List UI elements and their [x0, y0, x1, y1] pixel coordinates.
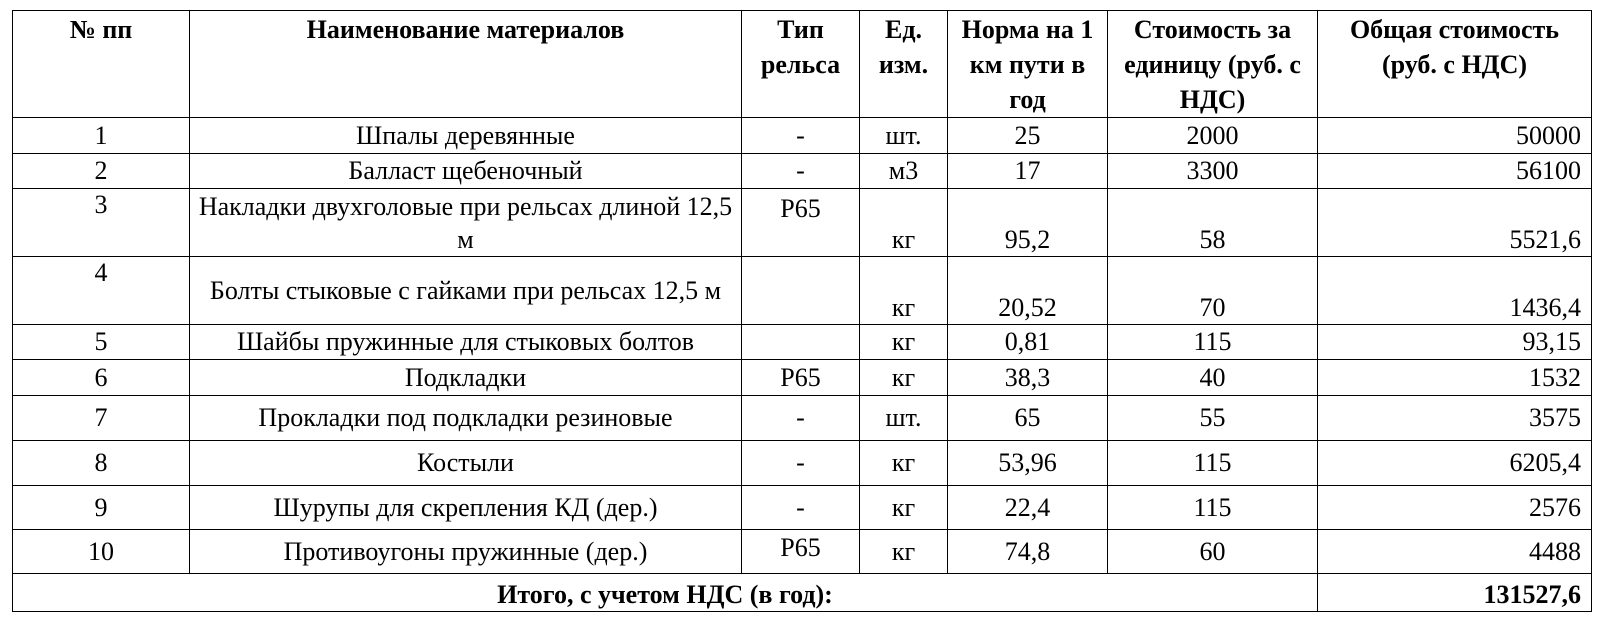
row-unit-cost: 58	[1108, 189, 1318, 257]
row-total: 50000	[1318, 118, 1592, 154]
row-norm: 74,8	[948, 530, 1108, 574]
row-name: Прокладки под подкладки резиновые	[190, 396, 742, 441]
row-total: 2576	[1318, 486, 1592, 530]
row-name: Накладки двухголовые при рельсах длиной 12,5 м	[190, 189, 742, 257]
row-unit-cost: 60	[1108, 530, 1318, 574]
table-header-row	[13, 11, 1592, 118]
row-name: Костыли	[190, 441, 742, 486]
table-row	[13, 325, 1592, 360]
table-row	[13, 396, 1592, 441]
row-rail-type	[742, 325, 860, 360]
row-rail-type: -	[742, 154, 860, 189]
row-total: 4488	[1318, 530, 1592, 574]
row-name: Подкладки	[190, 360, 742, 396]
row-unit: кг	[860, 325, 948, 360]
row-name: Шпалы деревянные	[190, 118, 742, 154]
row-unit: м3	[860, 154, 948, 189]
row-unit: кг	[860, 441, 948, 486]
table-row	[13, 189, 1592, 257]
materials-cost-table	[12, 10, 1592, 612]
row-rail-type: Р65	[742, 189, 860, 257]
row-total: 1436,4	[1318, 257, 1592, 325]
row-norm: 17	[948, 154, 1108, 189]
header-norm: Норма на 1 км пути в год	[948, 11, 1108, 118]
row-num: 6	[13, 360, 190, 396]
row-rail-type: -	[742, 396, 860, 441]
row-unit: кг	[860, 257, 948, 325]
total-label: Итого, с учетом НДС (в год):	[13, 574, 1318, 612]
row-name: Шайбы пружинные для стыковых болтов	[190, 325, 742, 360]
row-num: 7	[13, 396, 190, 441]
row-total: 56100	[1318, 154, 1592, 189]
row-num: 9	[13, 486, 190, 530]
row-total: 93,15	[1318, 325, 1592, 360]
table-row	[13, 360, 1592, 396]
table-row	[13, 257, 1592, 325]
row-norm: 0,81	[948, 325, 1108, 360]
total-row	[13, 574, 1592, 612]
row-total: 3575	[1318, 396, 1592, 441]
row-rail-type: -	[742, 441, 860, 486]
row-norm: 53,96	[948, 441, 1108, 486]
row-rail-type	[742, 257, 860, 325]
row-norm: 38,3	[948, 360, 1108, 396]
row-unit-cost: 55	[1108, 396, 1318, 441]
row-num: 1	[13, 118, 190, 154]
header-unit: Ед. изм.	[860, 11, 948, 118]
row-unit-cost: 70	[1108, 257, 1318, 325]
row-unit-cost: 3300	[1108, 154, 1318, 189]
row-name: Болты стыковые с гайками при рельсах 12,5 м	[190, 257, 742, 325]
header-name: Наименование материалов	[190, 11, 742, 118]
row-unit-cost: 40	[1108, 360, 1318, 396]
row-name: Противоугоны пружинные (дер.)	[190, 530, 742, 574]
row-unit: шт.	[860, 396, 948, 441]
row-norm: 65	[948, 396, 1108, 441]
row-num: 2	[13, 154, 190, 189]
row-total: 6205,4	[1318, 441, 1592, 486]
row-num: 4	[13, 257, 190, 325]
row-unit: кг	[860, 530, 948, 574]
row-num: 5	[13, 325, 190, 360]
row-name: Балласт щебеночный	[190, 154, 742, 189]
row-unit-cost: 2000	[1108, 118, 1318, 154]
row-unit-cost: 115	[1108, 486, 1318, 530]
header-num: № пп	[13, 11, 190, 118]
header-rail-type: Тип рельса	[742, 11, 860, 118]
row-total: 1532	[1318, 360, 1592, 396]
row-unit: шт.	[860, 118, 948, 154]
row-unit: кг	[860, 360, 948, 396]
row-unit-cost: 115	[1108, 325, 1318, 360]
row-unit-cost: 115	[1108, 441, 1318, 486]
table-row	[13, 118, 1592, 154]
row-rail-type: Р65	[742, 360, 860, 396]
row-unit: кг	[860, 189, 948, 257]
row-norm: 20,52	[948, 257, 1108, 325]
row-rail-type: -	[742, 486, 860, 530]
table-row	[13, 154, 1592, 189]
row-num: 10	[13, 530, 190, 574]
row-norm: 25	[948, 118, 1108, 154]
header-unit-cost: Стоимость за единицу (руб. с НДС)	[1108, 11, 1318, 118]
total-value: 131527,6	[1318, 574, 1592, 612]
table-row	[13, 486, 1592, 530]
row-num: 8	[13, 441, 190, 486]
table-row	[13, 530, 1592, 574]
header-total-cost: Общая стоимость (руб. с НДС)	[1318, 11, 1592, 118]
table-row	[13, 441, 1592, 486]
row-total: 5521,6	[1318, 189, 1592, 257]
row-rail-type: -	[742, 118, 860, 154]
row-rail-type: Р65	[742, 530, 860, 574]
row-name: Шурупы для скрепления КД (дер.)	[190, 486, 742, 530]
row-norm: 22,4	[948, 486, 1108, 530]
row-num: 3	[13, 189, 190, 257]
row-norm: 95,2	[948, 189, 1108, 257]
row-unit: кг	[860, 486, 948, 530]
